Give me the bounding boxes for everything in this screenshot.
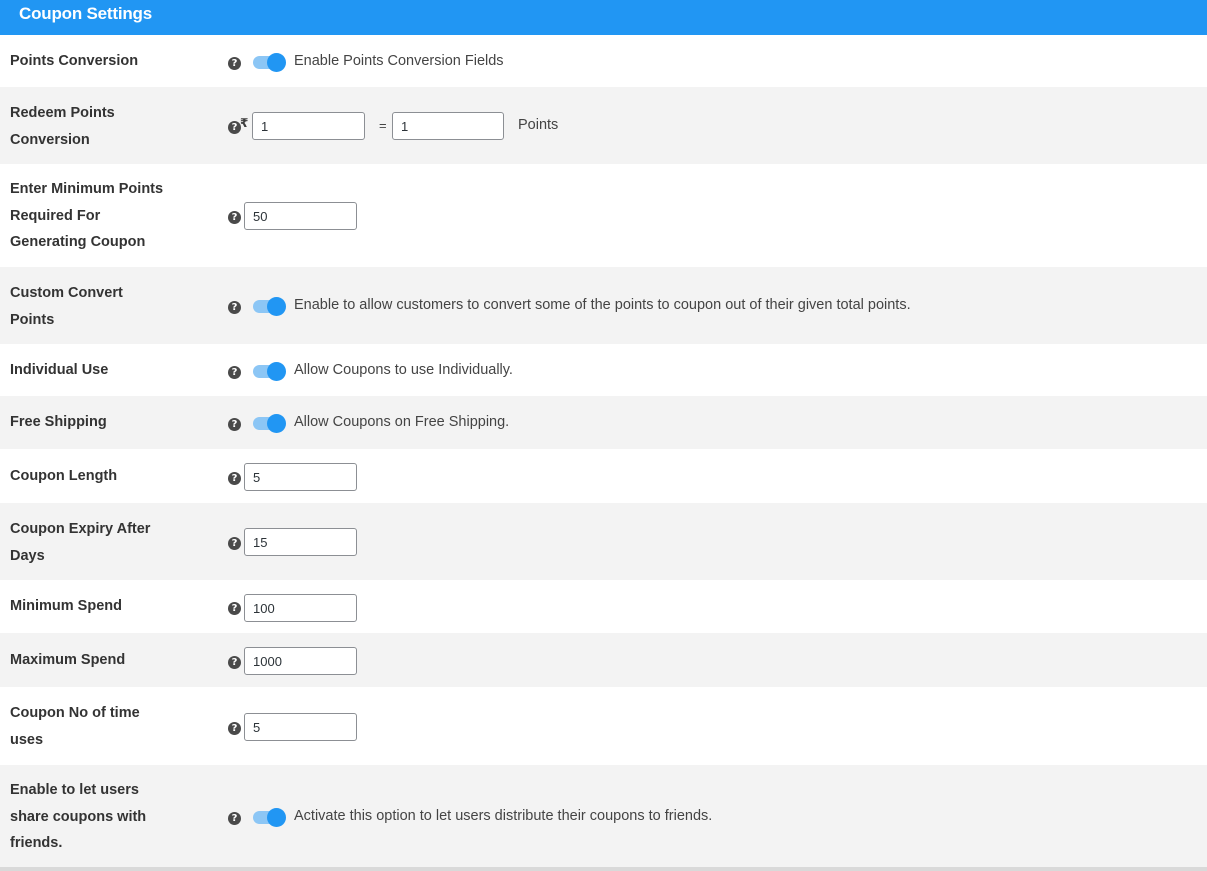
minimum-spend-input[interactable] [244, 594, 357, 622]
section-header [0, 0, 1207, 35]
points-amount-input[interactable] [392, 112, 504, 140]
custom-convert-toggle[interactable] [253, 297, 287, 315]
row-label: Points Conversion [10, 53, 139, 69]
row-label: Enter Minimum Points Required For Generating Coupon [10, 181, 164, 250]
help-icon[interactable]: ? [228, 121, 241, 134]
row-label: Coupon Length [10, 468, 118, 484]
row-coupon-expiry [0, 503, 1207, 580]
row-label: Custom Convert Points [10, 285, 123, 328]
row-share-coupons [0, 765, 1207, 867]
row-coupon-uses [0, 687, 1207, 765]
row-points-conversion [0, 35, 1207, 87]
toggle-description: Activate this option to let users distribute their coupons to friends. [294, 808, 713, 824]
help-icon[interactable]: ? [228, 211, 241, 224]
help-icon[interactable]: ? [228, 418, 241, 431]
toggle-knob [267, 414, 286, 433]
row-label: Coupon Expiry After Days [10, 521, 151, 564]
equals-sign: = [379, 118, 387, 133]
row-minimum-spend [0, 580, 1207, 633]
row-minimum-points [0, 164, 1207, 267]
toggle-description: Allow Coupons to use Individually. [294, 362, 513, 378]
row-label: Individual Use [10, 362, 109, 378]
coupon-uses-input[interactable] [244, 713, 357, 741]
toggle-description: Allow Coupons on Free Shipping. [294, 414, 510, 430]
help-icon[interactable]: ? [228, 602, 241, 615]
row-label: Redeem Points Conversion [10, 105, 115, 148]
toggle-knob [267, 53, 286, 72]
free-shipping-toggle[interactable] [253, 414, 287, 432]
row-individual-use [0, 344, 1207, 396]
minimum-points-input[interactable] [244, 202, 357, 230]
help-icon[interactable]: ? [228, 301, 241, 314]
help-icon[interactable]: ? [228, 366, 241, 379]
points-conversion-toggle[interactable] [253, 53, 287, 71]
bottom-divider [0, 867, 1207, 871]
toggle-description: Enable Points Conversion Fields [294, 53, 504, 69]
maximum-spend-input[interactable] [244, 647, 357, 675]
help-icon[interactable]: ? [228, 537, 241, 550]
currency-symbol: ₹ [240, 116, 249, 130]
row-maximum-spend [0, 633, 1207, 687]
coupon-length-input[interactable] [244, 463, 357, 491]
row-free-shipping [0, 396, 1207, 449]
row-label: Enable to let users share coupons with friends. [10, 782, 147, 851]
toggle-knob [267, 297, 286, 316]
row-coupon-length [0, 449, 1207, 503]
row-redeem-points-conversion [0, 87, 1207, 164]
row-label: Minimum Spend [10, 598, 122, 614]
row-label: Free Shipping [10, 414, 107, 430]
toggle-description: Enable to allow customers to convert some of the points to coupon out of their given total points. [294, 297, 911, 313]
row-label: Coupon No of time uses [10, 705, 140, 748]
currency-amount-input[interactable] [252, 112, 365, 140]
points-label: Points [518, 117, 559, 133]
help-icon[interactable]: ? [228, 722, 241, 735]
toggle-knob [267, 808, 286, 827]
individual-use-toggle[interactable] [253, 362, 287, 380]
row-label: Maximum Spend [10, 652, 126, 668]
coupon-expiry-input[interactable] [244, 528, 357, 556]
help-icon[interactable]: ? [228, 472, 241, 485]
toggle-knob [267, 362, 286, 381]
help-icon[interactable]: ? [228, 656, 241, 669]
help-icon[interactable]: ? [228, 57, 241, 70]
help-icon[interactable]: ? [228, 812, 241, 825]
section-title: Coupon Settings [19, 4, 152, 23]
share-coupons-toggle[interactable] [253, 808, 287, 826]
row-custom-convert-points [0, 267, 1207, 344]
